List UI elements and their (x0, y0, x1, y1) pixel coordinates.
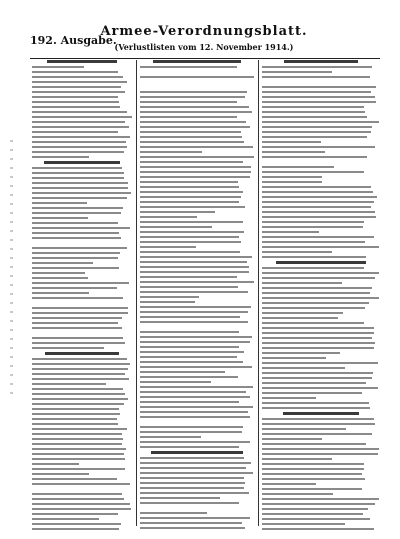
text-line-placeholder (32, 257, 118, 259)
text-line-placeholder (262, 483, 316, 485)
text-line-placeholder (262, 141, 321, 143)
text-line-placeholder (32, 363, 130, 365)
text-line-placeholder (262, 231, 319, 233)
text-line-placeholder (32, 483, 130, 485)
text-line-placeholder (262, 367, 345, 369)
text-line-placeholder (32, 373, 125, 375)
text-line-placeholder (262, 498, 379, 500)
text-line-placeholder (262, 236, 374, 238)
text-line-placeholder (262, 166, 334, 168)
text-line-placeholder (140, 316, 240, 318)
text-line-placeholder (32, 493, 122, 495)
text-line-placeholder (140, 211, 215, 213)
scan-edge-marks (10, 140, 13, 400)
text-line-placeholder (140, 487, 244, 489)
text-line-placeholder (140, 406, 253, 408)
text-line-placeholder (45, 352, 120, 355)
text-line-placeholder (140, 301, 195, 303)
text-line-placeholder (32, 197, 127, 199)
text-line-placeholder (32, 322, 118, 324)
text-line-placeholder (32, 297, 123, 299)
text-line-placeholder (262, 111, 365, 113)
text-line-placeholder (32, 418, 117, 420)
text-line-placeholder (32, 378, 129, 380)
text-line-placeholder (32, 106, 120, 108)
text-line-placeholder (140, 266, 249, 268)
text-line-placeholder (140, 351, 244, 353)
text-line-placeholder (32, 342, 125, 344)
text-line-placeholder (32, 327, 122, 329)
text-line-placeholder (32, 523, 121, 525)
text-line-placeholder (140, 231, 244, 233)
text-line-placeholder (32, 262, 93, 264)
text-line-placeholder (284, 60, 359, 63)
text-line-placeholder (262, 91, 371, 93)
text-line-placeholder (140, 441, 250, 443)
text-line-placeholder (262, 282, 342, 284)
text-line-placeholder (140, 336, 252, 338)
text-line-placeholder (262, 156, 367, 158)
text-line-placeholder (140, 356, 237, 358)
text-line-placeholder (140, 416, 250, 418)
text-line-placeholder (262, 372, 373, 374)
text-line-placeholder (32, 66, 84, 68)
text-line-placeholder (153, 60, 241, 63)
text-line-placeholder (262, 146, 375, 148)
text-line-placeholder (262, 241, 365, 243)
text-line-placeholder (140, 131, 241, 133)
text-line-placeholder (140, 66, 237, 68)
text-line-placeholder (32, 413, 120, 415)
text-line-placeholder (32, 247, 127, 249)
text-line-placeholder (140, 502, 239, 504)
text-line-placeholder (262, 332, 374, 334)
text-line-placeholder (140, 346, 239, 348)
text-line-placeholder (32, 91, 125, 93)
text-line-placeholder (140, 271, 249, 273)
text-line-placeholder (140, 361, 243, 363)
text-line-placeholder (32, 207, 123, 209)
text-line-placeholder (262, 392, 362, 394)
text-line-placeholder (32, 237, 121, 239)
text-line-placeholder (262, 488, 362, 490)
text-line-placeholder (140, 311, 248, 313)
text-line-placeholder (140, 396, 250, 398)
text-line-placeholder (140, 431, 242, 433)
text-line-placeholder (140, 101, 237, 103)
text-line-placeholder (140, 206, 245, 208)
text-line-placeholder (140, 446, 239, 448)
text-line-placeholder (262, 71, 332, 73)
text-line-placeholder (32, 287, 117, 289)
text-line-placeholder (140, 286, 238, 288)
text-line-placeholder (262, 453, 378, 455)
text-line-placeholder (32, 167, 122, 169)
text-line-placeholder (140, 121, 246, 123)
text-line-placeholder (32, 282, 129, 284)
text-line-placeholder (32, 212, 121, 214)
text-line-placeholder (262, 513, 363, 515)
text-line-placeholder (140, 467, 246, 469)
text-line-placeholder (262, 493, 333, 495)
text-line-placeholder (32, 408, 119, 410)
text-line-placeholder (32, 277, 88, 279)
text-line-placeholder (32, 101, 119, 103)
issue-number: 192. Ausgabe. (30, 34, 117, 47)
text-line-placeholder (262, 317, 338, 319)
text-line-placeholder (262, 96, 375, 98)
text-line-placeholder (140, 512, 207, 514)
text-line-placeholder (262, 171, 364, 173)
text-line-placeholder (32, 393, 125, 395)
text-line-placeholder (32, 498, 124, 500)
text-line-placeholder (262, 377, 372, 379)
text-line-placeholder (262, 211, 375, 213)
text-column-3 (262, 60, 380, 530)
text-line-placeholder (262, 151, 325, 153)
text-line-placeholder (262, 463, 364, 465)
text-line-placeholder (32, 503, 130, 505)
text-line-placeholder (140, 196, 241, 198)
text-line-placeholder (262, 226, 363, 228)
text-line-placeholder (32, 71, 118, 73)
text-column-1 (32, 60, 132, 530)
text-line-placeholder (32, 423, 118, 425)
text-line-placeholder (262, 86, 376, 88)
text-line-placeholder (140, 201, 239, 203)
text-line-placeholder (140, 256, 252, 258)
text-line-placeholder (32, 463, 79, 465)
text-line-placeholder (140, 381, 211, 383)
text-line-placeholder (32, 468, 125, 470)
text-line-placeholder (262, 327, 374, 329)
column-divider-1 (136, 60, 137, 526)
text-line-placeholder (140, 482, 245, 484)
text-line-placeholder (140, 281, 254, 283)
text-line-placeholder (32, 337, 123, 339)
text-line-placeholder (262, 443, 366, 445)
text-line-placeholder (32, 433, 122, 435)
text-line-placeholder (140, 386, 253, 388)
text-line-placeholder (140, 111, 252, 113)
text-line-placeholder (140, 296, 199, 298)
text-line-placeholder (32, 121, 125, 123)
text-line-placeholder (262, 508, 368, 510)
text-line-placeholder (32, 187, 128, 189)
text-line-placeholder (262, 121, 379, 123)
text-line-placeholder (140, 492, 249, 494)
text-line-placeholder (32, 358, 127, 360)
header-rule (30, 58, 380, 59)
text-line-placeholder (140, 371, 225, 373)
text-line-placeholder (262, 423, 375, 425)
text-line-placeholder (32, 131, 118, 133)
text-line-placeholder (262, 357, 326, 359)
text-line-placeholder (32, 156, 89, 158)
text-line-placeholder (32, 478, 117, 480)
text-line-placeholder (262, 201, 374, 203)
text-line-placeholder (262, 402, 369, 404)
text-line-placeholder (32, 443, 122, 445)
text-line-placeholder (262, 342, 375, 344)
masthead (28, 22, 380, 56)
text-line-placeholder (32, 388, 123, 390)
text-line-placeholder (140, 126, 250, 128)
text-line-placeholder (32, 458, 125, 460)
text-line-placeholder (32, 111, 127, 113)
text-line-placeholder (140, 522, 242, 524)
text-line-placeholder (32, 232, 119, 234)
text-line-placeholder (32, 292, 89, 294)
text-line-placeholder (32, 272, 85, 274)
text-line-placeholder (32, 222, 118, 224)
text-line-placeholder (32, 473, 89, 475)
text-line-placeholder (32, 182, 128, 184)
text-line-placeholder (140, 241, 241, 243)
text-line-placeholder (262, 407, 370, 409)
text-line-placeholder (32, 508, 131, 510)
text-line-placeholder (140, 226, 212, 228)
text-line-placeholder (140, 366, 252, 368)
text-line-placeholder (32, 227, 130, 229)
text-line-placeholder (32, 368, 128, 370)
text-line-placeholder (262, 302, 369, 304)
text-line-placeholder (32, 383, 106, 385)
text-line-placeholder (262, 448, 379, 450)
text-line-placeholder (32, 428, 127, 430)
text-line-placeholder (262, 221, 364, 223)
text-line-placeholder (262, 473, 362, 475)
text-line-placeholder (262, 176, 322, 178)
text-line-placeholder (32, 146, 127, 148)
text-line-placeholder (262, 76, 370, 78)
text-line-placeholder (32, 403, 124, 405)
text-line-placeholder (140, 306, 251, 308)
text-line-placeholder (32, 398, 128, 400)
text-line-placeholder (140, 411, 248, 413)
text-line-placeholder (140, 156, 254, 158)
text-line-placeholder (262, 101, 376, 103)
text-line-placeholder (262, 382, 366, 384)
text-line-placeholder (140, 171, 251, 173)
text-line-placeholder (262, 181, 322, 183)
text-line-placeholder (32, 192, 131, 194)
text-line-placeholder (32, 528, 119, 530)
text-line-placeholder (140, 457, 244, 459)
text-line-placeholder (262, 307, 365, 309)
text-line-placeholder (262, 362, 378, 364)
text-line-placeholder (262, 216, 376, 218)
text-line-placeholder (262, 246, 379, 248)
text-line-placeholder (140, 176, 250, 178)
text-line-placeholder (140, 236, 239, 238)
text-line-placeholder (32, 202, 87, 204)
text-line-placeholder (140, 331, 239, 333)
text-line-placeholder (262, 418, 374, 420)
text-line-placeholder (32, 518, 99, 520)
text-line-placeholder (32, 151, 124, 153)
text-line-placeholder (262, 277, 375, 279)
text-line-placeholder (262, 191, 373, 193)
text-line-placeholder (262, 458, 332, 460)
text-line-placeholder (262, 438, 322, 440)
text-line-placeholder (32, 126, 129, 128)
text-line-placeholder (276, 261, 366, 264)
text-line-placeholder (140, 527, 245, 529)
text-line-placeholder (262, 503, 375, 505)
column-divider-2 (258, 60, 259, 526)
text-line-placeholder (140, 376, 238, 378)
text-line-placeholder (140, 391, 246, 393)
text-line-placeholder (140, 141, 244, 143)
text-line-placeholder (140, 186, 239, 188)
text-line-placeholder (140, 462, 251, 464)
text-line-placeholder (262, 337, 372, 339)
text-line-placeholder (262, 116, 367, 118)
text-line-placeholder (262, 287, 372, 289)
text-line-placeholder (140, 276, 237, 278)
text-line-placeholder (262, 292, 370, 294)
text-line-placeholder (32, 312, 128, 314)
text-line-placeholder (32, 141, 126, 143)
text-line-placeholder (140, 401, 239, 403)
text-line-placeholder (140, 181, 238, 183)
text-line-placeholder (140, 477, 244, 479)
text-line-placeholder (262, 66, 372, 68)
text-line-placeholder (32, 96, 118, 98)
text-line-placeholder (32, 172, 124, 174)
text-line-placeholder (151, 451, 243, 454)
text-column-2 (140, 60, 254, 530)
text-line-placeholder (283, 412, 358, 415)
text-line-placeholder (32, 453, 124, 455)
text-line-placeholder (140, 216, 197, 218)
text-line-placeholder (32, 317, 122, 319)
text-line-placeholder (32, 347, 104, 349)
text-line-placeholder (140, 136, 242, 138)
text-line-placeholder (262, 136, 367, 138)
text-line-placeholder (47, 60, 117, 63)
text-line-placeholder (140, 426, 243, 428)
text-line-placeholder (262, 468, 364, 470)
text-line-placeholder (262, 523, 345, 525)
text-line-placeholder (44, 161, 119, 164)
text-line-placeholder (32, 307, 128, 309)
text-line-placeholder (140, 91, 247, 93)
text-line-placeholder (140, 161, 243, 163)
text-line-placeholder (262, 297, 379, 299)
text-line-placeholder (32, 81, 127, 83)
text-line-placeholder (262, 186, 371, 188)
text-line-placeholder (140, 96, 245, 98)
text-line-placeholder (32, 86, 121, 88)
text-line-placeholder (262, 272, 379, 274)
text-line-placeholder (262, 312, 343, 314)
text-line-placeholder (262, 528, 374, 530)
text-line-placeholder (140, 191, 243, 193)
text-line-placeholder (140, 291, 248, 293)
text-line-placeholder (32, 116, 132, 118)
text-line-placeholder (32, 513, 118, 515)
text-line-placeholder (262, 126, 372, 128)
text-line-placeholder (140, 116, 237, 118)
text-line-placeholder (140, 497, 220, 499)
text-line-placeholder (140, 146, 253, 148)
text-line-placeholder (140, 517, 250, 519)
text-line-placeholder (140, 261, 247, 263)
text-line-placeholder (32, 267, 119, 269)
text-line-placeholder (262, 131, 371, 133)
text-line-placeholder (32, 217, 88, 219)
text-line-placeholder (262, 433, 372, 435)
text-line-placeholder (32, 252, 120, 254)
text-line-placeholder (262, 518, 370, 520)
text-line-placeholder (32, 438, 123, 440)
text-line-placeholder (262, 387, 378, 389)
text-line-placeholder (140, 166, 251, 168)
text-line-placeholder (262, 106, 364, 108)
text-line-placeholder (140, 221, 243, 223)
text-line-placeholder (140, 436, 201, 438)
text-line-placeholder (140, 321, 248, 323)
text-line-placeholder (32, 76, 123, 78)
page-title: Armee-Verordnungsblatt. (100, 24, 308, 39)
text-line-placeholder (262, 347, 374, 349)
text-line-placeholder (262, 267, 364, 269)
text-line-placeholder (140, 251, 240, 253)
text-line-placeholder (262, 196, 377, 198)
text-line-placeholder (262, 322, 364, 324)
text-line-placeholder (262, 397, 316, 399)
text-line-placeholder (262, 352, 340, 354)
text-line-placeholder (262, 256, 366, 258)
text-line-placeholder (140, 76, 254, 78)
text-line-placeholder (140, 106, 249, 108)
text-line-placeholder (262, 478, 365, 480)
text-line-placeholder (140, 472, 253, 474)
text-line-placeholder (32, 448, 126, 450)
text-line-placeholder (140, 341, 250, 343)
text-line-placeholder (140, 151, 202, 153)
text-line-placeholder (262, 428, 346, 430)
text-line-placeholder (262, 251, 332, 253)
text-line-placeholder (32, 177, 124, 179)
text-line-placeholder (262, 206, 371, 208)
text-line-placeholder (140, 246, 196, 248)
page-subtitle: (Verlustlisten vom 12. November 1914.) (114, 42, 294, 52)
text-line-placeholder (32, 136, 130, 138)
